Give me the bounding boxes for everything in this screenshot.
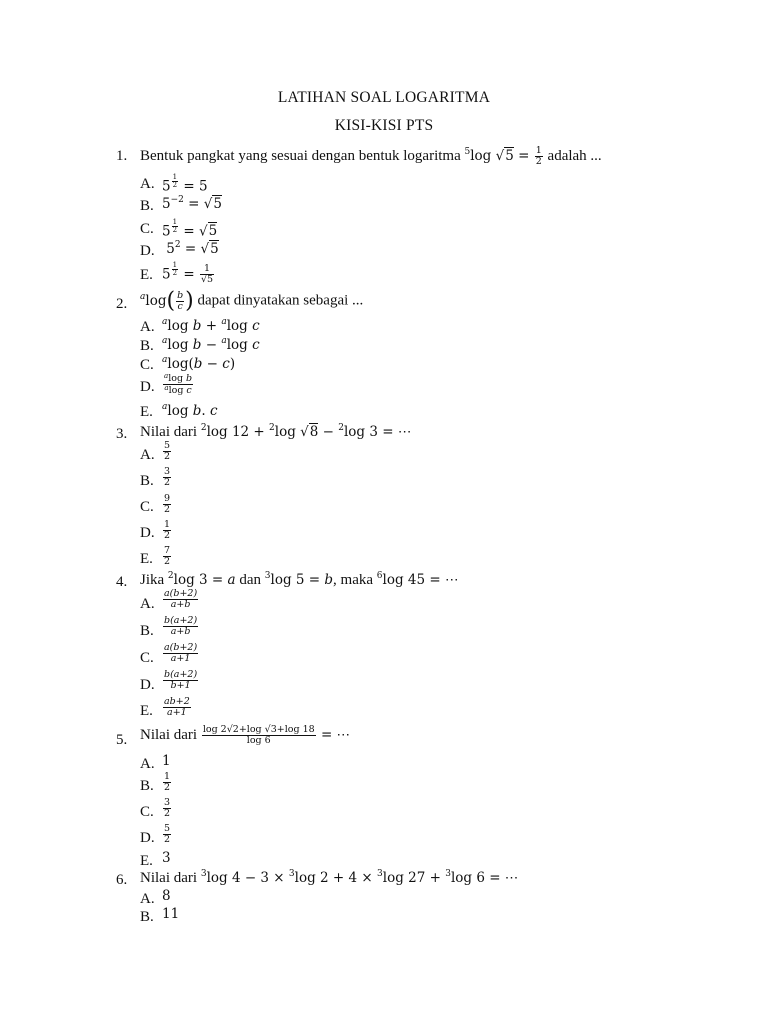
question-number: 4.: [116, 574, 128, 590]
option-label: B.: [140, 778, 154, 794]
option-value: $\frac{1}{2}$: [164, 519, 171, 541]
question-number: 3.: [116, 426, 128, 442]
option-label: B.: [140, 909, 154, 925]
question-math: $\frac{\log 2√2+\log √3+\log 18}{\log 6}$ = ⋯: [202, 724, 351, 746]
option-label: A.: [140, 891, 155, 907]
question-text: Nilai dari $^2$log 12 + $^2$log √8 − $^2$log 3 = ⋯: [140, 423, 412, 440]
question-math: $^5$log √5 = $\frac{1}{2}$: [464, 145, 542, 167]
option-value: $\frac{ab+2}{a+1}$: [164, 696, 190, 718]
option-label: A.: [140, 319, 155, 335]
question-text: Bentuk pangkat yang sesuai dengan bentuk logaritma $^5$log √5 = $\frac{1}{2}$ adalah ...: [140, 145, 602, 167]
option-label: B.: [140, 198, 154, 214]
option-value: $\frac{^a\log b}{^a\log c}$: [164, 372, 193, 396]
option-label: E.: [140, 267, 153, 283]
question-number: 2.: [116, 296, 128, 312]
option-value: 5 $^{\frac{1}{2}}$ = 5: [162, 173, 208, 195]
option-value: $\frac{3}{2}$: [164, 797, 171, 819]
option-label: D.: [140, 830, 155, 846]
option-value: $^a$log(b − c): [162, 355, 236, 372]
option-label: A.: [140, 596, 155, 612]
option-value: $\frac{5}{2}$: [164, 823, 171, 845]
question-text: $^a$log( $\frac{b}{c}$ ) dapat dinyatakan sebagai ...: [140, 288, 364, 313]
option-label: B.: [140, 338, 154, 354]
option-label: D.: [140, 243, 155, 259]
option-value: $\frac{3}{2}$: [164, 466, 171, 488]
question-number: 6.: [116, 872, 128, 888]
option-label: B.: [140, 623, 154, 639]
option-label: D.: [140, 379, 155, 395]
option-value: $^a$log b − $^a$log c: [162, 336, 260, 353]
option-label: E.: [140, 703, 153, 719]
question-text: Jika $^2$log 3 = a dan $^3$log 5 = b, maka $^6$log 45 = ⋯: [140, 571, 459, 588]
option-value: $^a$log b + $^a$log c: [162, 317, 260, 334]
option-label: C.: [140, 804, 154, 820]
option-value: $5^{-2} = √5$: [162, 195, 222, 212]
option-value: $^a$log b. c: [162, 402, 218, 419]
option-value: $\frac{b(a+2)}{b+1}$: [164, 669, 198, 691]
option-value: $\frac{a(b+2)}{a+b}$: [164, 588, 198, 610]
option-label: B.: [140, 473, 154, 489]
option-value: $\frac{b(a+2)}{a+b}$: [164, 615, 198, 637]
option-label: A.: [140, 447, 155, 463]
option-value: 8: [162, 888, 171, 904]
option-value: 1: [162, 753, 171, 769]
option-value: $\frac{1}{2}$: [164, 771, 171, 793]
question-number: 5.: [116, 732, 128, 748]
option-label: A.: [140, 756, 155, 772]
option-label: D.: [140, 525, 155, 541]
option-label: C.: [140, 499, 154, 515]
option-label: C.: [140, 357, 154, 373]
question-math: $^3$log 4 − 3 × $^3$log 2 + 4 × $^3$log 27 + $^3$log 6 = ⋯: [200, 869, 519, 886]
question-text: Nilai dari $\frac{\log 2√2+\log √3+\log 18}{\log 6}$ = ⋯: [140, 724, 351, 746]
option-label: E.: [140, 853, 153, 869]
option-value: 5 $^{\frac{1}{2}}$ = $\frac{1}{√5}$: [162, 261, 214, 286]
option-label: E.: [140, 404, 153, 420]
option-value: $\frac{a(b+2)}{a+1}$: [164, 642, 198, 664]
question-text: Nilai dari $^3$log 4 − 3 × $^3$log 2 + 4 × $^3$log 27 + $^3$log 6 = ⋯: [140, 869, 519, 886]
option-label: E.: [140, 551, 153, 567]
option-label: D.: [140, 677, 155, 693]
question-number: 1.: [116, 148, 128, 164]
option-value: 5 $^{\frac{1}{2}}$ = √5: [162, 218, 218, 240]
question-math: $^a$log( $\frac{b}{c}$ ): [140, 288, 194, 313]
page-title: LATIHAN SOAL LOGARITMA: [277, 89, 491, 106]
option-label: C.: [140, 221, 154, 237]
option-value: 11: [162, 906, 180, 922]
option-value: $\frac{9}{2}$: [164, 493, 171, 515]
option-value: $\frac{5}{2}$: [164, 440, 171, 462]
question-math: $^2$log 12 + $^2$log √8 − $^2$log 3 = ⋯: [200, 423, 412, 440]
page-subtitle: KISI-KISI PTS: [334, 117, 434, 134]
option-label: A.: [140, 176, 155, 192]
option-value: 3: [162, 850, 171, 866]
option-label: C.: [140, 650, 154, 666]
option-value: $\frac{7}{2}$: [164, 545, 171, 567]
option-value: $5^2 = √5$: [162, 240, 219, 257]
